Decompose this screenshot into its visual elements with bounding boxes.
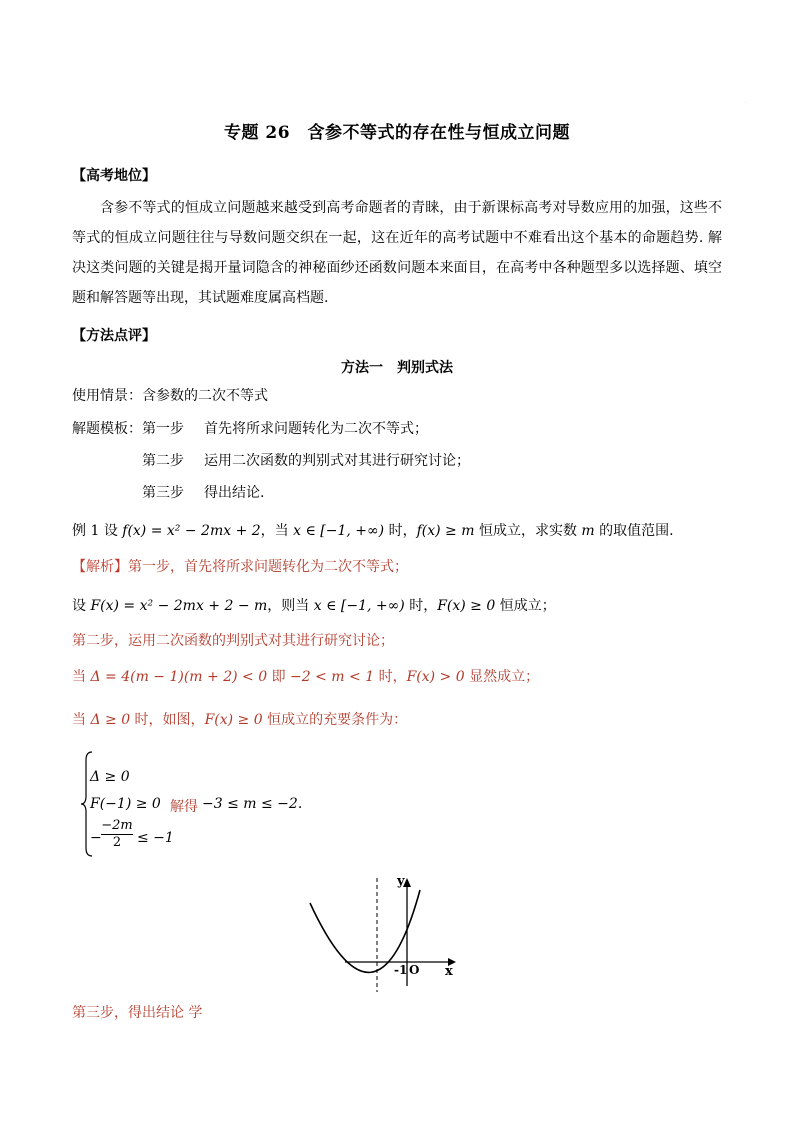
solve-label: 解得 — [170, 799, 198, 815]
parabola-figure — [300, 868, 470, 998]
function-F: F(x) = x² − 2mx + 2 − m — [90, 598, 268, 614]
example-1 — [72, 516, 674, 546]
corner-mark: · — [745, 100, 747, 107]
step-3-text: 得出结论. — [204, 485, 265, 501]
parabola-curve — [310, 890, 420, 972]
solution-text: ，则当 — [267, 598, 314, 614]
function-f: f(x) = x² − 2mx + 2 — [122, 523, 261, 539]
solution-text: 设 — [72, 598, 91, 614]
page-title: 专题 26 含参不等式的存在性与恒成立问题 — [223, 123, 571, 143]
domain-x: x ∈ [−1, +∞) — [313, 598, 405, 614]
step-1-label: 第一步 — [142, 421, 184, 437]
example-text-2: ，当 — [260, 523, 294, 539]
solution-text: 当 — [72, 669, 91, 685]
step-2-label: 第二步 — [142, 453, 184, 469]
condition-inequality: f(x) ≥ m — [416, 523, 475, 539]
template-step-2 — [142, 446, 470, 476]
inequality-F: F(x) ≥ 0 — [204, 712, 263, 728]
solution-text: 时，如图， — [130, 712, 205, 728]
template-step-1 — [72, 414, 428, 444]
step-1-text: 首先将所求问题转化为二次不等式； — [204, 421, 428, 437]
section-heading-status: 【高考地位】 — [72, 168, 156, 184]
solution-text: 当 — [72, 712, 91, 728]
solution-line-5 — [72, 705, 407, 735]
intro-paragraph: 含参不等式的恒成立问题越来越受到高考命题者的青睐，由于新课标高考对导数应用的加强，这些不等式的恒成立问题往往与导数问题交织在一起，这在近年的高考试题中不难看出这个基本的命题趋势. 解决这类问题的关键是揭开量词隐含的神秘面纱还函数问题本来面目，在高考中各种题型多以选择题、填空题和解答题等出现，其试题难度属高档题. — [72, 200, 722, 306]
discriminant: Δ = 4(m − 1)(m + 2) < 0 — [90, 669, 268, 685]
example-label: 例 1 — [72, 523, 100, 539]
example-text-3: 时， — [384, 523, 417, 539]
solution-line-4 — [72, 662, 539, 692]
condition-1: Δ ≥ 0 — [90, 769, 130, 785]
solution-text: 时， — [404, 598, 438, 614]
condition-3-rhs: ≤ −1 — [137, 830, 174, 846]
tick-minus-one: -1 — [394, 963, 408, 977]
condition-2: F(−1) ≥ 0 — [90, 796, 161, 812]
solution-text: 时， — [374, 669, 407, 685]
solution-tag: 【解析】 — [72, 559, 128, 575]
solution-result: −3 ≤ m ≤ −2. — [202, 796, 303, 812]
step-3-label: 第三步 — [142, 485, 184, 501]
x-label: x — [445, 964, 453, 979]
example-text-5: 的取值范围. — [594, 523, 674, 539]
solution-text: 显然成立； — [464, 669, 540, 685]
inequality-F: F(x) ≥ 0 — [437, 598, 496, 614]
discriminant: Δ ≥ 0 — [90, 712, 131, 728]
origin-label: O — [409, 963, 420, 977]
example-text-1: 设 — [103, 523, 123, 539]
solution-line-3: 第二步，运用二次函数的判别式对其进行研究讨论； — [72, 633, 394, 649]
variable-m: m — [581, 523, 595, 539]
fraction-numerator: −2m — [101, 818, 133, 833]
solution-line-6: 第三步，得出结论 学 — [72, 1005, 203, 1021]
example-text-4: 恒成立，求实数 — [474, 523, 582, 539]
y-label: y — [397, 874, 405, 889]
section-heading-methods: 【方法点评】 — [72, 328, 156, 344]
solution-text: 即 — [267, 669, 291, 685]
condition-3-minus: − — [90, 830, 102, 846]
condition-3-fraction — [101, 818, 133, 851]
solution-text: 恒成立； — [495, 598, 556, 614]
usage-scenario: 使用情景：含参数的二次不等式 — [72, 388, 268, 404]
template-step-3 — [142, 478, 264, 508]
step-2-text: 运用二次函数的判别式对其进行研究讨论； — [204, 453, 470, 469]
solution-text: 恒成立的充要条件为： — [262, 712, 408, 728]
method-title: 方法一 判别式法 — [341, 360, 453, 376]
solution-text-1: 第一步，首先将所求问题转化为二次不等式； — [128, 559, 408, 575]
m-range: −2 < m < 1 — [290, 669, 375, 685]
inequality-F: F(x) > 0 — [406, 669, 465, 685]
template-label: 解题模板： — [72, 421, 142, 437]
solution-line-1 — [72, 552, 408, 582]
fraction-denominator: 2 — [112, 835, 122, 850]
solution-line-2 — [72, 591, 556, 621]
domain-x: x ∈ [−1, +∞) — [293, 523, 385, 539]
